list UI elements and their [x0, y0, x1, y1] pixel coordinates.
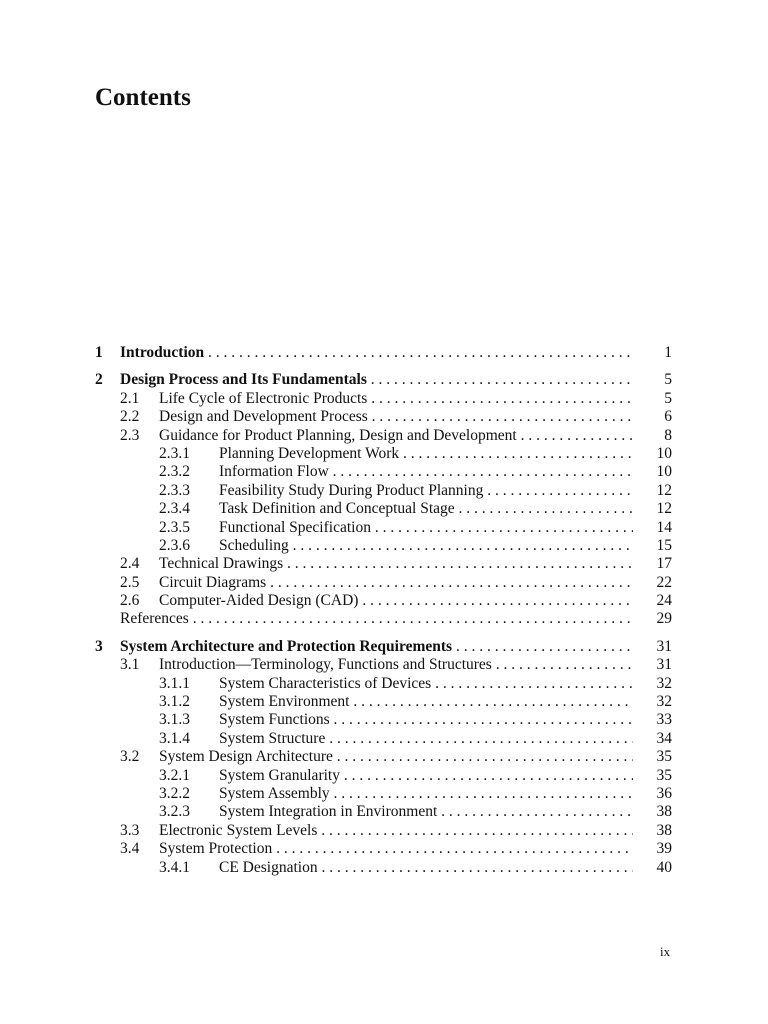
entry-title: Functional Specification: [219, 518, 371, 536]
entry-page: 22: [656, 573, 672, 591]
toc-entry-section[interactable]: [95, 656, 675, 674]
entry-number: 2.3.2: [159, 463, 190, 481]
entry-number: 3.3: [120, 821, 140, 839]
entry-number: 3.4: [120, 840, 140, 858]
toc-entry-subsection[interactable]: [95, 482, 675, 500]
entry-number: 2.2: [120, 408, 140, 426]
entry-title: Guidance for Product Planning, Design and Development: [159, 426, 517, 444]
entry-number: 2.1: [120, 389, 140, 407]
entry-page: 10: [656, 444, 672, 462]
entry-title: System Protection: [159, 840, 273, 858]
entry-number: 2.3.3: [159, 481, 190, 499]
entry-title: Circuit Diagrams: [159, 573, 267, 591]
toc-entry-subsection[interactable]: [95, 537, 675, 555]
entry-title: Design Process and Its Fundamentals: [120, 371, 367, 389]
entry-title: References: [120, 610, 189, 628]
entry-title: Introduction—Terminology, Functions and Structures: [159, 656, 492, 674]
entry-title: System Granularity: [219, 766, 340, 784]
toc-entry-subsection[interactable]: [95, 445, 675, 463]
entry-page: 12: [656, 500, 672, 518]
entry-title: Computer-Aided Design (CAD): [159, 592, 359, 610]
entry-page: 5: [664, 371, 672, 389]
entry-page: 35: [656, 748, 672, 766]
entry-page: 29: [656, 610, 672, 628]
entry-number: 3.1: [120, 656, 140, 674]
page-title: Contents: [95, 84, 191, 111]
entry-title: Feasibility Study During Product Planning: [219, 481, 484, 499]
toc-entry-chapter-2[interactable]: [95, 371, 675, 389]
entry-page: 15: [656, 536, 672, 554]
entry-number: 2.5: [120, 573, 140, 591]
entry-number: 2.3.5: [159, 518, 190, 536]
entry-title: Information Flow: [219, 463, 329, 481]
toc-entry-section[interactable]: [95, 840, 675, 858]
toc-entry-subsection[interactable]: [95, 785, 675, 803]
entry-title: System Architecture and Protection Requirements: [120, 637, 453, 655]
entry-title: System Assembly: [219, 784, 330, 802]
entry-title: Electronic System Levels: [159, 821, 318, 839]
toc-entry-chapter-1[interactable]: [95, 344, 675, 362]
entry-number: 3.2: [120, 748, 140, 766]
entry-number: 2.3: [120, 426, 140, 444]
entry-title: Design and Development Process: [159, 408, 368, 426]
toc-entry-subsection[interactable]: [95, 675, 675, 693]
toc-entry-section[interactable]: [95, 822, 675, 840]
entry-page: 10: [656, 463, 672, 481]
entry-number: 3.1.1: [159, 674, 190, 692]
toc-entry-subsection[interactable]: [95, 711, 675, 729]
entry-number: 2.3.1: [159, 444, 190, 462]
toc-entry-section[interactable]: [95, 574, 675, 592]
toc-entry-section[interactable]: [95, 408, 675, 426]
toc-entry-section[interactable]: [95, 427, 675, 445]
toc-entry-subsection[interactable]: [95, 803, 675, 821]
toc-entry-subsection[interactable]: [95, 767, 675, 785]
entry-page: 40: [656, 858, 672, 876]
entry-title: Technical Drawings: [159, 555, 284, 573]
entry-title: System Structure: [219, 729, 326, 747]
entry-page: 1: [664, 344, 672, 361]
entry-title: CE Designation: [219, 858, 318, 876]
entry-title: System Functions: [219, 711, 330, 729]
toc-entry-section[interactable]: [95, 555, 675, 573]
toc-entry-section[interactable]: [95, 390, 675, 408]
entry-page: 36: [656, 784, 672, 802]
entry-title: Planning Development Work: [219, 444, 400, 462]
entry-page: 6: [664, 408, 672, 426]
page-number: ix: [660, 944, 671, 959]
entry-title: System Characteristics of Devices: [219, 674, 432, 692]
toc-entry-subsection[interactable]: [95, 859, 675, 877]
toc-entry-subsection[interactable]: [95, 463, 675, 481]
entry-page: 38: [656, 803, 672, 821]
entry-page: 32: [656, 693, 672, 711]
entry-page: 38: [656, 821, 672, 839]
entry-number: 3.1.4: [159, 729, 190, 747]
entry-title: Life Cycle of Electronic Products: [159, 389, 368, 407]
entry-number: 3.2.1: [159, 766, 190, 784]
toc-entry-subsection[interactable]: [95, 730, 675, 748]
entry-title: Scheduling: [219, 536, 289, 554]
toc-entry-section[interactable]: [95, 748, 675, 766]
entry-page: 31: [656, 637, 672, 655]
entry-page: 24: [656, 592, 672, 610]
entry-title: System Design Architecture: [159, 748, 333, 766]
entry-page: 12: [656, 481, 672, 499]
entry-page: 34: [656, 729, 672, 747]
entry-number: 2.6: [120, 592, 140, 610]
entry-number: 2.3.4: [159, 500, 190, 518]
entry-title: System Integration in Environment: [219, 803, 438, 821]
entry-page: 35: [656, 766, 672, 784]
entry-number: 3.4.1: [159, 858, 190, 876]
entry-page: 33: [656, 711, 672, 729]
entry-page: 39: [656, 840, 672, 858]
entry-page: 8: [664, 426, 672, 444]
entry-number: 3.2.3: [159, 803, 190, 821]
toc-entry-subsection[interactable]: [95, 519, 675, 537]
entry-number: 3: [95, 637, 103, 655]
toc-entry-references[interactable]: [95, 610, 675, 628]
entry-number: 2.4: [120, 555, 140, 573]
table-of-contents: [95, 344, 675, 877]
entry-number: 3.2.2: [159, 784, 190, 802]
entry-page: 31: [656, 656, 672, 674]
entry-title: Task Definition and Conceptual Stage: [219, 500, 455, 518]
entry-number: 2.3.6: [159, 536, 190, 554]
entry-number: 2: [95, 371, 103, 389]
entry-number: 3.1.2: [159, 693, 190, 711]
toc-entry-chapter-3[interactable]: [95, 638, 675, 656]
toc-entry-section[interactable]: [95, 592, 675, 610]
toc-entry-subsection[interactable]: [95, 693, 675, 711]
entry-title: Introduction: [120, 344, 205, 361]
entry-number: 3.1.3: [159, 711, 190, 729]
entry-page: 32: [656, 674, 672, 692]
entry-page: 17: [656, 555, 672, 573]
entry-title: System Environment: [219, 693, 350, 711]
entry-number: 1: [95, 344, 103, 361]
toc-entry-subsection[interactable]: [95, 500, 675, 518]
entry-page: 14: [656, 518, 672, 536]
entry-page: 5: [664, 389, 672, 407]
